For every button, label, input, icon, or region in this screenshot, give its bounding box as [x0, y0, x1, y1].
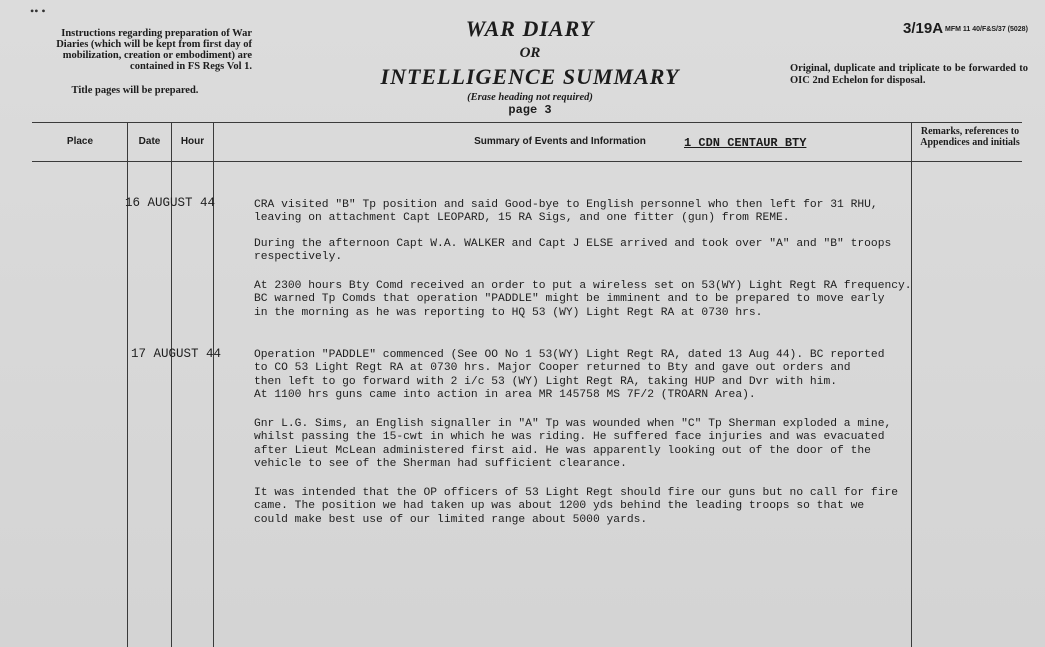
- column-header-remarks: Remarks, references to Appendices and initials: [920, 126, 1020, 148]
- page-number: page 3: [508, 103, 552, 117]
- table-top-rule: [32, 122, 1022, 123]
- title-war-diary: WAR DIARY: [465, 16, 595, 41]
- column-header-hour: Hour: [180, 136, 205, 147]
- title-or: OR: [519, 45, 541, 61]
- entry-date: 17 AUGUST 44: [131, 347, 222, 361]
- instructions-note: Instructions regarding preparation of War Diaries (which will be kept from first day of mobilization, creation or embodiment) are contained in FS Regs Vol 1.: [56, 28, 252, 72]
- entry-paragraph: Operation "PADDLE" commenced (See OO No 1 53(WY) Light Regt RA, dated 13 Aug 44). BC reported to CO 53 Light Regt RA at 0730 hrs. Major Cooper returned to Bty and gave out orders and then left to go forward with 2 i/c 53 (WY) Light Regt RA, taking HUP and Dvr with him. At 1100 hrs guns came into action in area MR 145758 MS 7F/2 (TROARN Area).: [254, 349, 885, 402]
- form-number: 3/19A: [903, 20, 944, 37]
- title-intelligence-summary: INTELLIGENCE SUMMARY: [380, 64, 680, 89]
- entry-paragraph: Gnr L.G. Sims, an English signaller in "A" Tp was wounded when "C" Tp Sherman exploded a mine, whilst passing the 15-cwt in which he was riding. He suffered face injuries and was evacuated after Lieut McLean administered first aid. He was apparently looking out of the door of the vehicle to see of the Sherman had sufficient clearance.: [254, 418, 892, 471]
- title-pages-note: Title pages will be prepared.: [71, 85, 199, 96]
- diary-heading: [360, 16, 700, 117]
- entry-paragraph: It was intended that the OP officers of 53 Light Regt should fire our guns but no call for fire came. The position we had taken up was about 1200 yds behind the leading troops so that we could make best use of our limited range about 5000 yards.: [254, 487, 899, 526]
- column-header-date: Date: [138, 136, 161, 147]
- distribution-note: Original, duplicate and triplicate to be forwarded to OIC 2nd Echelon for disposal.: [790, 63, 1028, 86]
- form-reference: [903, 20, 1028, 37]
- entry-paragraph: At 2300 hours Bty Comd received an order to put a wireless set on 53(WY) Light Regt RA frequency. BC warned Tp Comds that operation "PADDLE" might be imminent and to be prepared to move early in the morning as he was reporting to HQ 53 (WY) Light Regt RA at 0730 hrs.: [254, 280, 912, 319]
- column-header-summary: Summary of Events and Information: [474, 136, 646, 147]
- entry-paragraph: CRA visited "B" Tp position and said Good-bye to English personnel who then left for 31 RHU, leaving on attachment Capt LEOPARD, 15 RA Sigs, and one fitter (gun) from REME.: [254, 199, 878, 225]
- column-header-place: Place: [66, 136, 94, 147]
- entry-paragraph: During the afternoon Capt W.A. WALKER and Capt J ELSE arrived and took over "A" and "B" troops respectively.: [254, 238, 892, 264]
- unit-name: 1 CDN CENTAUR BTY: [684, 136, 807, 150]
- erase-heading-note: (Erase heading not required): [467, 92, 593, 103]
- entry-date: 16 AUGUST 44: [125, 196, 216, 210]
- table-header-rule: [32, 161, 1022, 162]
- form-code: MFM 11 40/F&S/37 (5028): [945, 25, 1028, 33]
- punch-mark: •• •: [30, 4, 46, 18]
